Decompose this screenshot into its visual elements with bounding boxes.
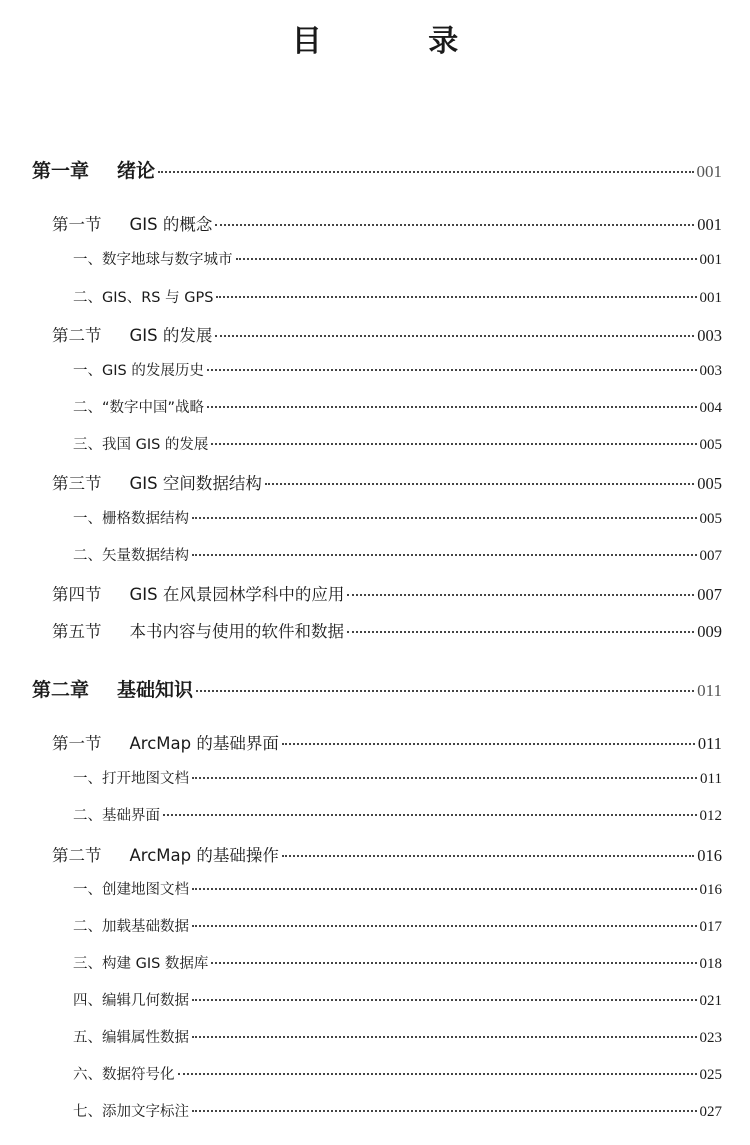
- entry-title: 四、编辑几何数据: [73, 993, 189, 1009]
- entry-number: 第二节: [52, 846, 102, 865]
- entry-title: ArcMap 的基础操作: [129, 846, 279, 865]
- toc-item-entry[interactable]: [73, 1100, 722, 1121]
- leader-dots: [178, 1073, 697, 1075]
- toc-item-entry[interactable]: [73, 396, 722, 417]
- entry-title: GIS 在风景园林学科中的应用: [129, 585, 345, 604]
- toc-section-entry[interactable]: [52, 618, 722, 642]
- entry-title: 本书内容与使用的软件和数据: [129, 622, 344, 641]
- page-number: 007: [697, 585, 722, 604]
- leader-dots: [207, 406, 696, 408]
- entry-title: 二、GIS、RS 与 GPS: [73, 290, 214, 306]
- toc-chapter-entry[interactable]: [32, 156, 722, 183]
- entry-title: 二、加载基础数据: [73, 919, 189, 935]
- toc-item-entry[interactable]: [73, 1063, 722, 1084]
- page-number: 001: [699, 290, 722, 306]
- entry-title: 六、数据符号化: [73, 1067, 175, 1083]
- page-number: 009: [697, 622, 722, 641]
- entry-number: 第三节: [52, 474, 102, 493]
- entry-title: 一、栅格数据结构: [73, 511, 189, 527]
- leader-dots: [211, 443, 696, 445]
- entry-title: 一、打开地图文档: [73, 771, 189, 787]
- leader-dots: [347, 594, 694, 596]
- toc-item-entry[interactable]: [73, 878, 722, 899]
- page-number: 027: [699, 1104, 722, 1120]
- page-number: 001: [697, 215, 722, 234]
- page-number: 018: [699, 956, 722, 972]
- leader-dots: [215, 335, 694, 337]
- page-number: 005: [699, 437, 722, 453]
- page-number: 016: [697, 846, 722, 865]
- entry-title: 二、基础界面: [73, 808, 160, 824]
- leader-dots: [192, 1110, 697, 1112]
- toc-item-entry[interactable]: [73, 433, 722, 454]
- leader-dots: [192, 1036, 697, 1038]
- entry-number: 第一节: [52, 215, 102, 234]
- entry-title: ArcMap 的基础界面: [129, 734, 279, 753]
- page-number: 003: [699, 363, 722, 379]
- entry-title: 基础知识: [117, 679, 194, 701]
- page-number: 012: [699, 808, 722, 824]
- toc-item-entry[interactable]: [73, 359, 722, 380]
- leader-dots: [163, 814, 697, 816]
- page-number: 011: [697, 681, 722, 700]
- page-number: 005: [699, 511, 722, 527]
- leader-dots: [265, 483, 694, 485]
- entry-title: 一、GIS 的发展历史: [73, 363, 204, 379]
- entry-title: GIS 的概念: [129, 215, 213, 234]
- leader-dots: [211, 962, 696, 964]
- page-number: 025: [699, 1067, 722, 1083]
- leader-dots: [282, 743, 695, 745]
- leader-dots: [236, 258, 697, 260]
- toc-item-entry[interactable]: [73, 507, 722, 528]
- page-number: 004: [699, 400, 722, 416]
- entry-title: 五、编辑属性数据: [73, 1030, 189, 1046]
- entry-title: 绪论: [117, 160, 156, 182]
- page-number: 007: [699, 548, 722, 564]
- page-number: 021: [699, 993, 722, 1009]
- page-number: 016: [699, 882, 722, 898]
- page-number: 011: [697, 734, 722, 753]
- leader-dots: [282, 855, 694, 857]
- toc-item-entry[interactable]: [73, 1026, 722, 1047]
- entry-number: 第二章: [32, 679, 90, 701]
- toc-section-entry[interactable]: [52, 322, 722, 346]
- leader-dots: [196, 690, 694, 692]
- toc-item-entry[interactable]: [73, 804, 722, 825]
- toc-item-entry[interactable]: [73, 544, 722, 565]
- toc-item-entry[interactable]: [73, 989, 722, 1010]
- page-number: 023: [699, 1030, 722, 1046]
- entry-title: GIS 的发展: [129, 326, 213, 345]
- entry-title: 三、构建 GIS 数据库: [73, 956, 209, 972]
- leader-dots: [192, 554, 697, 556]
- entry-title: 七、添加文字标注: [73, 1104, 189, 1120]
- leader-dots: [192, 888, 697, 890]
- toc-section-entry[interactable]: [52, 470, 722, 494]
- toc-item-entry[interactable]: [73, 767, 722, 788]
- entry-number: 第二节: [52, 326, 102, 345]
- page-title: 目 录: [291, 24, 507, 59]
- toc-section-entry[interactable]: [52, 842, 722, 866]
- page-number: 005: [697, 474, 722, 493]
- leader-dots: [192, 777, 697, 779]
- page-number: 011: [700, 771, 722, 787]
- entry-title: GIS 空间数据结构: [129, 474, 262, 493]
- leader-dots: [192, 517, 697, 519]
- entry-title: 三、我国 GIS 的发展: [73, 437, 209, 453]
- leader-dots: [158, 171, 693, 173]
- entry-number: 第四节: [52, 585, 102, 604]
- leader-dots: [347, 631, 694, 633]
- entry-title: 二、“数字中国”战略: [73, 400, 205, 416]
- toc-item-entry[interactable]: [73, 915, 722, 936]
- leader-dots: [216, 296, 696, 298]
- entry-number: 第一章: [32, 160, 90, 182]
- entry-title: 一、数字地球与数字城市: [73, 252, 233, 268]
- entry-number: 第一节: [52, 734, 102, 753]
- toc-item-entry[interactable]: [73, 952, 722, 973]
- page-number: 001: [699, 252, 722, 268]
- page-number: 001: [696, 162, 722, 181]
- toc-chapter-entry[interactable]: [32, 675, 722, 702]
- toc-section-entry[interactable]: [52, 730, 722, 754]
- toc-section-entry[interactable]: [52, 211, 722, 235]
- leader-dots: [192, 999, 697, 1001]
- toc-item-entry[interactable]: [73, 248, 722, 269]
- page-number: 003: [697, 326, 722, 345]
- entry-number: 第五节: [52, 622, 102, 641]
- leader-dots: [192, 925, 697, 927]
- leader-dots: [207, 369, 697, 371]
- toc-item-entry[interactable]: [73, 286, 722, 307]
- entry-title: 一、创建地图文档: [73, 882, 189, 898]
- leader-dots: [215, 224, 694, 226]
- entry-title: 二、矢量数据结构: [73, 548, 189, 564]
- toc-section-entry[interactable]: [52, 581, 722, 605]
- page-number: 017: [699, 919, 722, 935]
